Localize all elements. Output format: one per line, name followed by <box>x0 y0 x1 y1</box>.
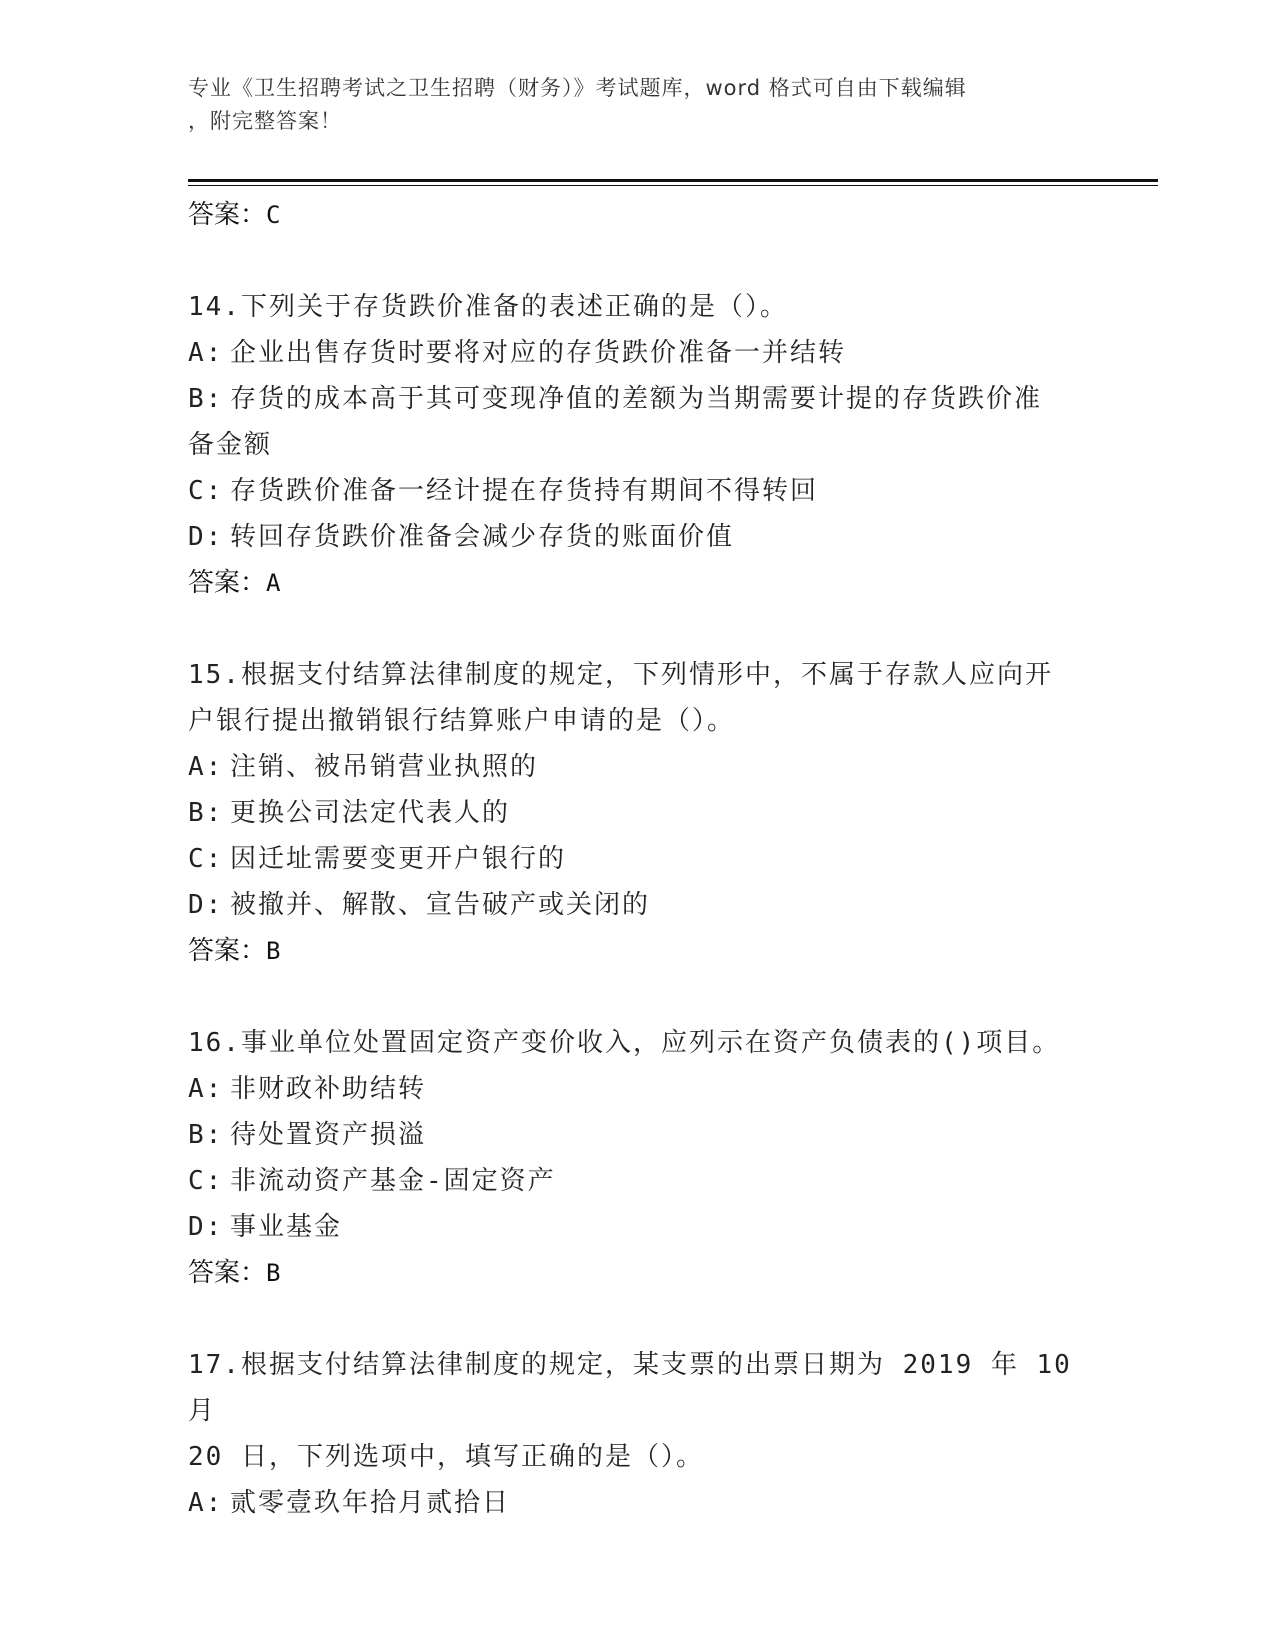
question-block <box>188 1020 1088 1296</box>
answer-value: A <box>266 569 281 597</box>
question-option <box>188 1158 1088 1204</box>
question-option <box>188 1204 1088 1250</box>
question-option <box>188 836 1088 882</box>
question-block <box>188 652 1088 974</box>
header-line-1: 专业《卫生招聘考试之卫生招聘（财务）》考试题库，word 格式可自由下载编辑 <box>188 76 967 100</box>
option-text: 存货跌价准备一经计提在存货持有期间不得转回 <box>230 476 819 506</box>
question-stem: 17.根据支付结算法律制度的规定，某支票的出票日期为 2019 年 10 月 <box>188 1350 1072 1426</box>
question-option <box>188 790 1088 836</box>
option-text: 非流动资产基金-固定资产 <box>230 1166 556 1196</box>
option-letter: D: <box>188 890 224 920</box>
question-stem: 15.根据支付结算法律制度的规定，下列情形中，不属于存款人应向开 <box>188 660 1053 690</box>
question-option <box>188 1066 1088 1112</box>
option-letter: D: <box>188 522 224 552</box>
question-answer <box>188 928 1088 974</box>
header-line-2: ，附完整答案！ <box>188 109 342 133</box>
option-letter: C: <box>188 1166 224 1196</box>
question-block <box>188 284 1088 606</box>
question-option <box>188 882 1088 928</box>
answer-label: 答案： <box>188 936 267 966</box>
answer-value: B <box>266 1259 281 1287</box>
answer-label: 答案： <box>188 568 267 598</box>
question-option <box>188 744 1088 790</box>
answer-label: 答案： <box>188 200 267 230</box>
question-block <box>188 1342 1088 1526</box>
option-text: 贰零壹玖年拾月贰拾日 <box>230 1488 511 1518</box>
question-option <box>188 376 1088 422</box>
answer-value: C <box>266 201 281 229</box>
option-letter: A: <box>188 1488 224 1518</box>
option-text: 存货的成本高于其可变现净值的差额为当期需要计提的存货跌价准 <box>230 384 1043 414</box>
option-letter: C: <box>188 844 224 874</box>
option-text: 非财政补助结转 <box>230 1074 427 1104</box>
option-text: 更换公司法定代表人的 <box>230 798 511 828</box>
option-letter: B: <box>188 1120 224 1150</box>
option-letter: C: <box>188 476 224 506</box>
question-option <box>188 468 1088 514</box>
option-letter: A: <box>188 338 224 368</box>
option-letter: A: <box>188 752 224 782</box>
question-option <box>188 1112 1088 1158</box>
question-option <box>188 1480 1088 1526</box>
option-text: 事业基金 <box>230 1212 343 1242</box>
question-stem: 16.事业单位处置固定资产变价收入，应列示在资产负债表的()项目。 <box>188 1028 1061 1058</box>
option-text: 因迁址需要变更开户银行的 <box>230 844 567 874</box>
option-text: 备金额 <box>188 430 273 460</box>
option-letter: D: <box>188 1212 224 1242</box>
header-rule-thick <box>188 179 1158 182</box>
question-stem: 20 日，下列选项中，填写正确的是（）。 <box>188 1442 704 1472</box>
question-list <box>188 284 1088 1526</box>
option-text: 待处置资产损溢 <box>230 1120 427 1150</box>
question-stem: 户银行提出撤销银行结算账户申请的是（）。 <box>188 706 736 736</box>
option-text: 被撤并、解散、宣告破产或关闭的 <box>230 890 651 920</box>
document-header <box>188 72 1088 138</box>
document-body <box>188 192 1088 1572</box>
option-text: 企业出售存货时要将对应的存货跌价准备一并结转 <box>230 338 847 368</box>
previous-answer <box>188 192 1088 238</box>
question-option <box>188 330 1088 376</box>
answer-label: 答案： <box>188 1258 267 1288</box>
question-answer <box>188 560 1088 606</box>
option-letter: A: <box>188 1074 224 1104</box>
question-stem: 14.下列关于存货跌价准备的表述正确的是（）。 <box>188 292 788 322</box>
option-text: 转回存货跌价准备会减少存货的账面价值 <box>230 522 735 552</box>
option-letter: B: <box>188 798 224 828</box>
option-text: 注销、被吊销营业执照的 <box>230 752 539 782</box>
question-answer <box>188 1250 1088 1296</box>
header-rule-thin <box>188 185 1158 186</box>
question-option <box>188 514 1088 560</box>
answer-value: B <box>266 937 281 965</box>
question-option <box>188 422 1088 468</box>
option-letter: B: <box>188 384 224 414</box>
